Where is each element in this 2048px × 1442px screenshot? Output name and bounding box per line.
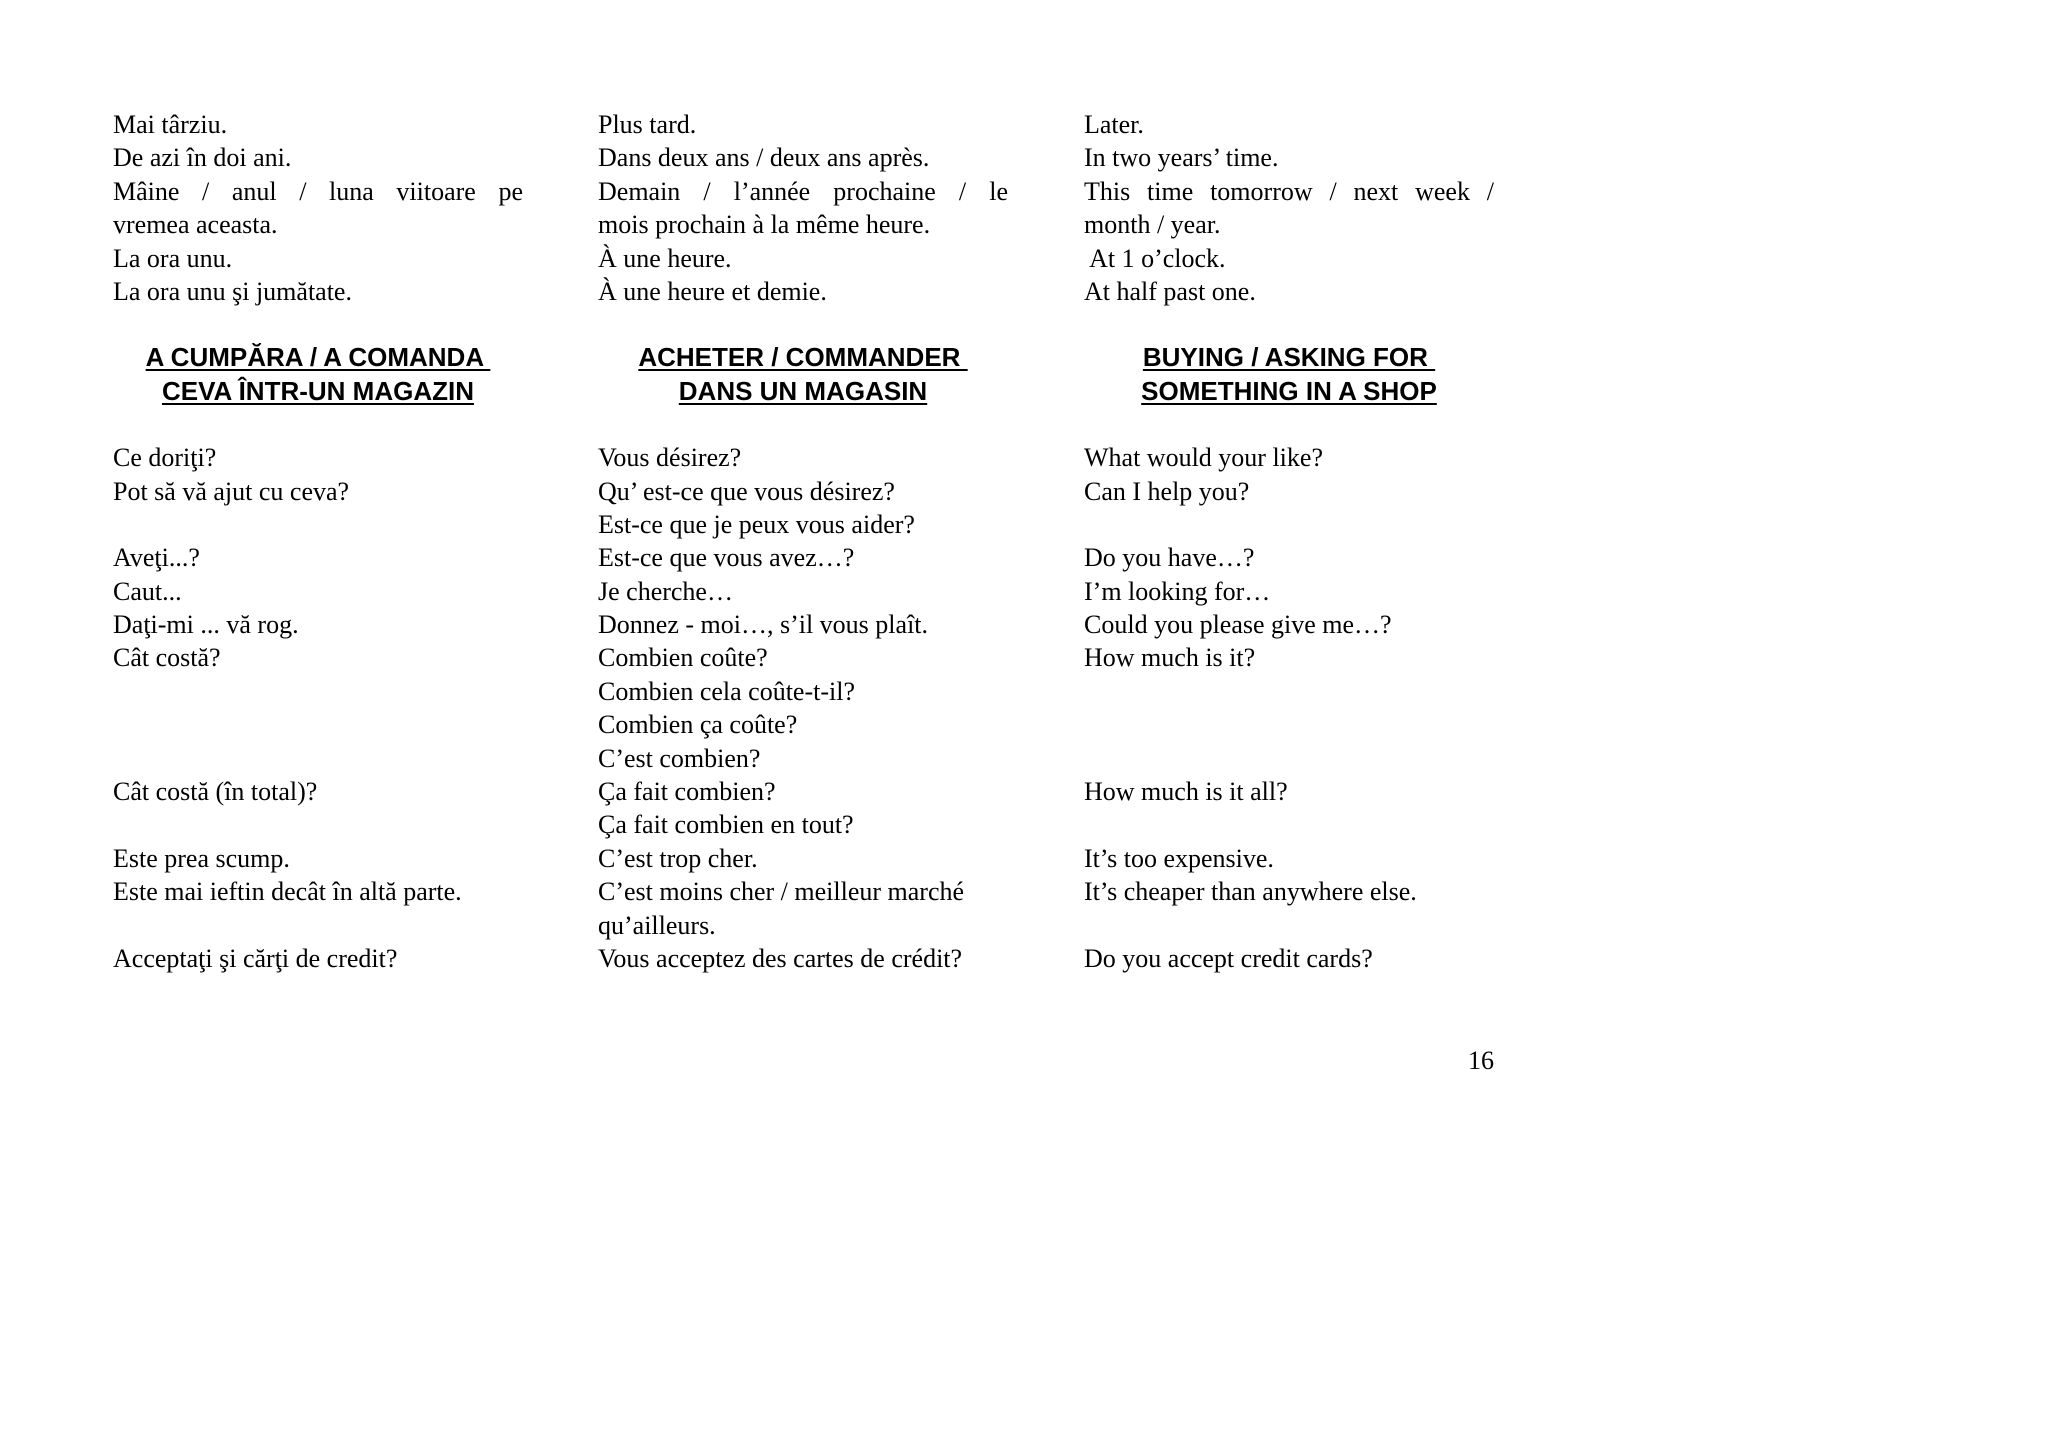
section-heading (1084, 341, 1494, 408)
phrase-line: Este prea scump. (113, 843, 290, 873)
phrase-line: Ça fait combien? (598, 777, 776, 807)
intro-line: À une heure et demie. (598, 276, 827, 306)
phrase-line: Can I help you? (1084, 476, 1250, 506)
intro-line: vremea aceasta. (113, 210, 278, 240)
blank-line (1084, 708, 1494, 741)
intro-line: Dans deux ans / deux ans après. (598, 143, 930, 173)
section-heading-line: A CUMPĂRA / A COMANDA (145, 342, 491, 373)
phrase-line: C’est combien? (598, 743, 761, 773)
phrase-line: How much is it? (1084, 643, 1256, 673)
phrase-line: Cât costă? (113, 643, 221, 673)
phrase-line: Acceptaţi şi cărţi de credit? (113, 943, 398, 973)
phrase-line: It’s cheaper than anywhere else. (1084, 877, 1417, 907)
phrase-line: How much is it all? (1084, 777, 1288, 807)
intro-line: La ora unu şi jumătate. (113, 276, 352, 306)
phrase-line: Combien cela coûte-t-il? (598, 676, 856, 706)
french-column (598, 108, 1008, 975)
section-heading-line: DANS UN MAGASIN (678, 375, 928, 406)
phrase-line: Ça fait combien en tout? (598, 810, 854, 840)
intro-line: month / year. (1084, 210, 1221, 240)
blank-line (113, 675, 523, 708)
section-heading-line: BUYING / ASKING FOR (1142, 342, 1436, 373)
intro-line: Demain / l’année prochaine / le (598, 176, 1008, 206)
phrase-line: Vous acceptez des cartes de crédit? (598, 943, 963, 973)
blank-line (1084, 808, 1494, 841)
phrase-line: qu’ailleurs. (598, 910, 716, 940)
phrase-line: Aveţi...? (113, 543, 200, 573)
blank-line (113, 909, 523, 942)
intro-line: De azi în doi ani. (113, 143, 292, 173)
phrase-line: Ce doriţi? (113, 443, 217, 473)
blank-line (113, 808, 523, 841)
phrase-line: Caut... (113, 576, 182, 606)
phrase-line: Could you please give me…? (1084, 610, 1392, 640)
phrase-line: Daţi-mi ... vă rog. (113, 610, 299, 640)
phrase-line: It’s too expensive. (1084, 843, 1274, 873)
section-heading-line: CEVA ÎNTR-UN MAGAZIN (162, 375, 474, 406)
phrase-line: Combien ça coûte? (598, 710, 798, 740)
intro-line: This time tomorrow / next week / (1084, 176, 1494, 206)
blank-line (1084, 742, 1494, 775)
blank-line (113, 742, 523, 775)
phrase-line: Est-ce que vous avez…? (598, 543, 855, 573)
intro-line: La ora unu. (113, 243, 233, 273)
blank-line (1084, 508, 1494, 541)
phrase-line: Pot să vă ajut cu ceva? (113, 476, 350, 506)
english-column (1084, 108, 1494, 975)
intro-line: Mâine / anul / luna viitoare pe (113, 176, 523, 206)
phrase-line: Cât costă (în total)? (113, 777, 318, 807)
page-number: 16 (1468, 1046, 1494, 1075)
phrase-line: Est-ce que je peux vous aider? (598, 509, 915, 539)
phrase-line: Este mai ieftin decât în altă parte. (113, 877, 462, 907)
intro-line: Plus tard. (598, 110, 697, 139)
phrase-line: C’est trop cher. (598, 843, 758, 873)
blank-line (113, 708, 523, 741)
phrase-line: Donnez - moi…, s’il vous plaît. (598, 610, 929, 640)
section-heading-line: SOMETHING IN A SHOP (1141, 375, 1437, 406)
intro-line: À une heure. (598, 243, 732, 273)
phrase-line: Do you have…? (1084, 543, 1255, 573)
blank-line (113, 508, 523, 541)
phrase-line: Qu’ est-ce que vous désirez? (598, 476, 895, 506)
section-heading (113, 341, 523, 408)
blank-line (1084, 675, 1494, 708)
phrase-line: I’m looking for… (1084, 576, 1271, 606)
intro-line: In two years’ time. (1084, 143, 1279, 173)
phrase-line: Do you accept credit cards? (1084, 943, 1373, 973)
intro-line: Mai târziu. (113, 110, 228, 139)
section-heading (598, 341, 1008, 408)
phrase-line: C’est moins cher / meilleur marché (598, 877, 965, 907)
phrase-line: What would your like? (1084, 443, 1323, 473)
intro-line: Later. (1084, 110, 1144, 139)
phrase-line: Vous désirez? (598, 443, 742, 473)
intro-line: mois prochain à la même heure. (598, 210, 931, 240)
section-heading-line: ACHETER / COMMANDER (638, 342, 968, 373)
romanian-column (113, 108, 523, 975)
phrase-line: Je cherche… (598, 576, 733, 606)
intro-line: At 1 o’clock. (1084, 243, 1226, 273)
intro-line: At half past one. (1084, 276, 1256, 306)
blank-line (1084, 909, 1494, 942)
phrase-line: Combien coûte? (598, 643, 768, 673)
